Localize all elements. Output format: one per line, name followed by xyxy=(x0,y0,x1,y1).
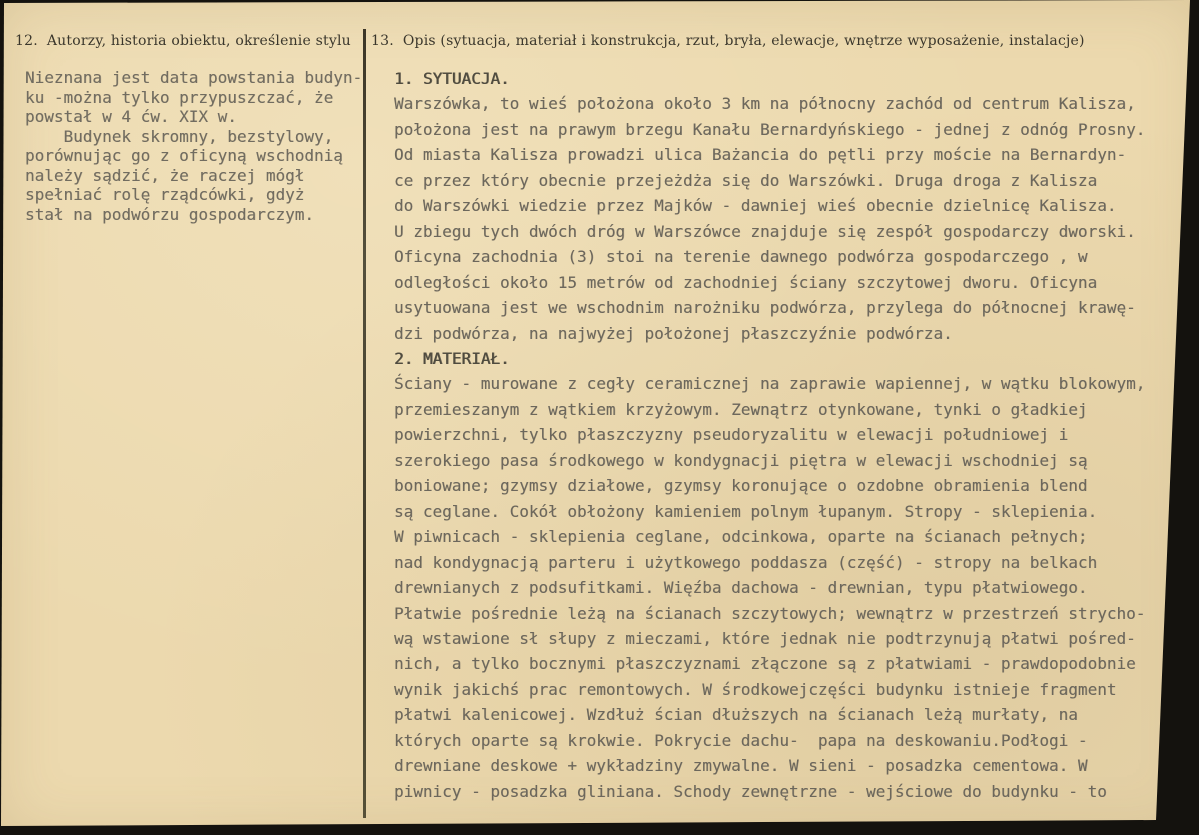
field-13-number: 13. xyxy=(371,33,394,49)
text-line: piwnicy - posadzka gliniana. Schody zewnętrzne - wejściowe do budynku - to xyxy=(394,781,1107,801)
text-line: drewniane deskowe + wykładziny zmywalne. W sieni - posadzka cementowa. W xyxy=(394,756,1088,776)
text-line: ku -można tylko przypuszczać, że xyxy=(25,87,334,107)
text-line: Płatwie pośrednie leżą na ścianach szczytowych; wewnątrz w przestrzeń strycho- xyxy=(394,603,1146,623)
text-line: spełniać rolę rządcówki, gdyż xyxy=(25,185,305,204)
text-line: powierzchni, tylko płaszczyzny pseudoryzalitu w elewacji południowej i xyxy=(394,425,1069,445)
text-line: stał na podwórzu gospodarczym. xyxy=(25,204,314,224)
text-line: do Warszówki wiedzie przez Majków - dawniej wieś obecnie dzielnicę Kalisza. xyxy=(394,196,1117,216)
field-13-label: Opis (sytuacja, materiał i konstrukcja, rzut, bryła, elewacje, wnętrze wyposażenie, instalacje) xyxy=(402,33,1085,49)
text-line: dzi podwórza, na najwyżej położonej płaszczyźnie podwórza. xyxy=(394,323,953,343)
field-12-header xyxy=(15,33,351,49)
text-line: Ściany - murowane z cegły ceramicznej na zaprawie wapiennej, w wątku blokowym, xyxy=(394,374,1146,394)
text-line: 1. SYTUACJA. xyxy=(394,69,510,88)
text-line: których oparte są krokwie. Pokrycie dachu- papa na deskowaniu.Podłogi - xyxy=(394,730,1088,750)
text-line: Budynek skromny, bezstylowy, xyxy=(25,126,334,146)
field-12-typewritten-text xyxy=(25,68,363,224)
field-13-header xyxy=(371,33,1085,49)
text-line: szerokiego pasa środkowego w kondygnacji piętra w elewacji wschodniej są xyxy=(394,450,1088,470)
text-line: należy sądzić, że raczej mógł xyxy=(25,165,305,185)
text-line: wynik jakichś prac remontowych. W środkowejczęści budynku istnieje fragment xyxy=(394,679,1117,699)
text-line: Warszówka, to wieś położona około 3 km na północny zachód od centrum Kalisza, xyxy=(394,94,1136,114)
text-line: Nieznana jest data powstania budyn- xyxy=(25,68,363,87)
field-13-typewritten-text xyxy=(394,66,1164,804)
text-line: ce przez który obecnie przejeżdża się do Warszówki. Druga droga z Kalisza xyxy=(394,170,1098,190)
text-line: Od miasta Kalisza prowadzi ulica Bażancia do pętli przy moście na Bernardyn- xyxy=(394,145,1127,165)
text-line: boniowane; gzymsy działowe, gzymsy koronujące o ozdobne obramienia blend xyxy=(394,476,1088,496)
text-line: odległości około 15 metrów od zachodniej ściany szczytowej dworu. Oficyna xyxy=(394,272,1098,292)
text-line: płatwi kalenicowej. Wzdłuż ścian dłuższych na ścianach leżą murłaty, na xyxy=(394,705,1078,725)
text-line: są ceglane. Cokół obłożony kamieniem polnym łupanym. Stropy - sklepienia. xyxy=(394,501,1098,521)
text-line: wą wstawione sł słupy z mieczami, które jednak nie podtrzynują płatwi pośred- xyxy=(394,628,1136,648)
text-line: usytuowana jest we wschodnim narożniku podwórza, przylega do północnej krawę- xyxy=(394,298,1136,318)
text-line: W piwnicach - sklepienia ceglane, odcinkowa, oparte na ścianach pełnych; xyxy=(394,527,1088,547)
field-12-number: 12. xyxy=(15,33,38,49)
field-12-label: Autorzy, historia obiektu, określenie stylu xyxy=(46,33,351,49)
text-line: 2. MATERIAŁ. xyxy=(394,348,510,368)
text-line: Oficyna zachodnia (3) stoi na terenie dawnego podwórza gospodarczego , w xyxy=(394,247,1088,267)
text-line: porównując go z oficyną wschodnią xyxy=(25,146,343,165)
text-line: położona jest na prawym brzegu Kanału Bernardyńskiego - jednej z odnóg Prosny. xyxy=(394,119,1146,139)
text-line: nich, a tylko bocznymi płaszczyznami złączone są z płatwiami - prawdopodobnie xyxy=(394,654,1136,674)
text-line: powstał w 4 ćw. XIX w. xyxy=(25,107,237,126)
text-line: U zbiegu tych dwóch dróg w Warszówce znajduje się zespół gospodarczy dworski. xyxy=(394,221,1136,241)
text-line: nad kondygnacją parteru i użytkowego poddasza (część) - stropy na belkach xyxy=(394,552,1098,572)
column-divider-line xyxy=(363,29,366,818)
text-line: przemieszanym z wątkiem krzyżowym. Zewnątrz otynkowane, tynki o gładkiej xyxy=(394,399,1088,419)
text-line: drewnianych z podsufitkami. Więźba dachowa - drewnian, typu płatwiowego. xyxy=(394,578,1088,598)
